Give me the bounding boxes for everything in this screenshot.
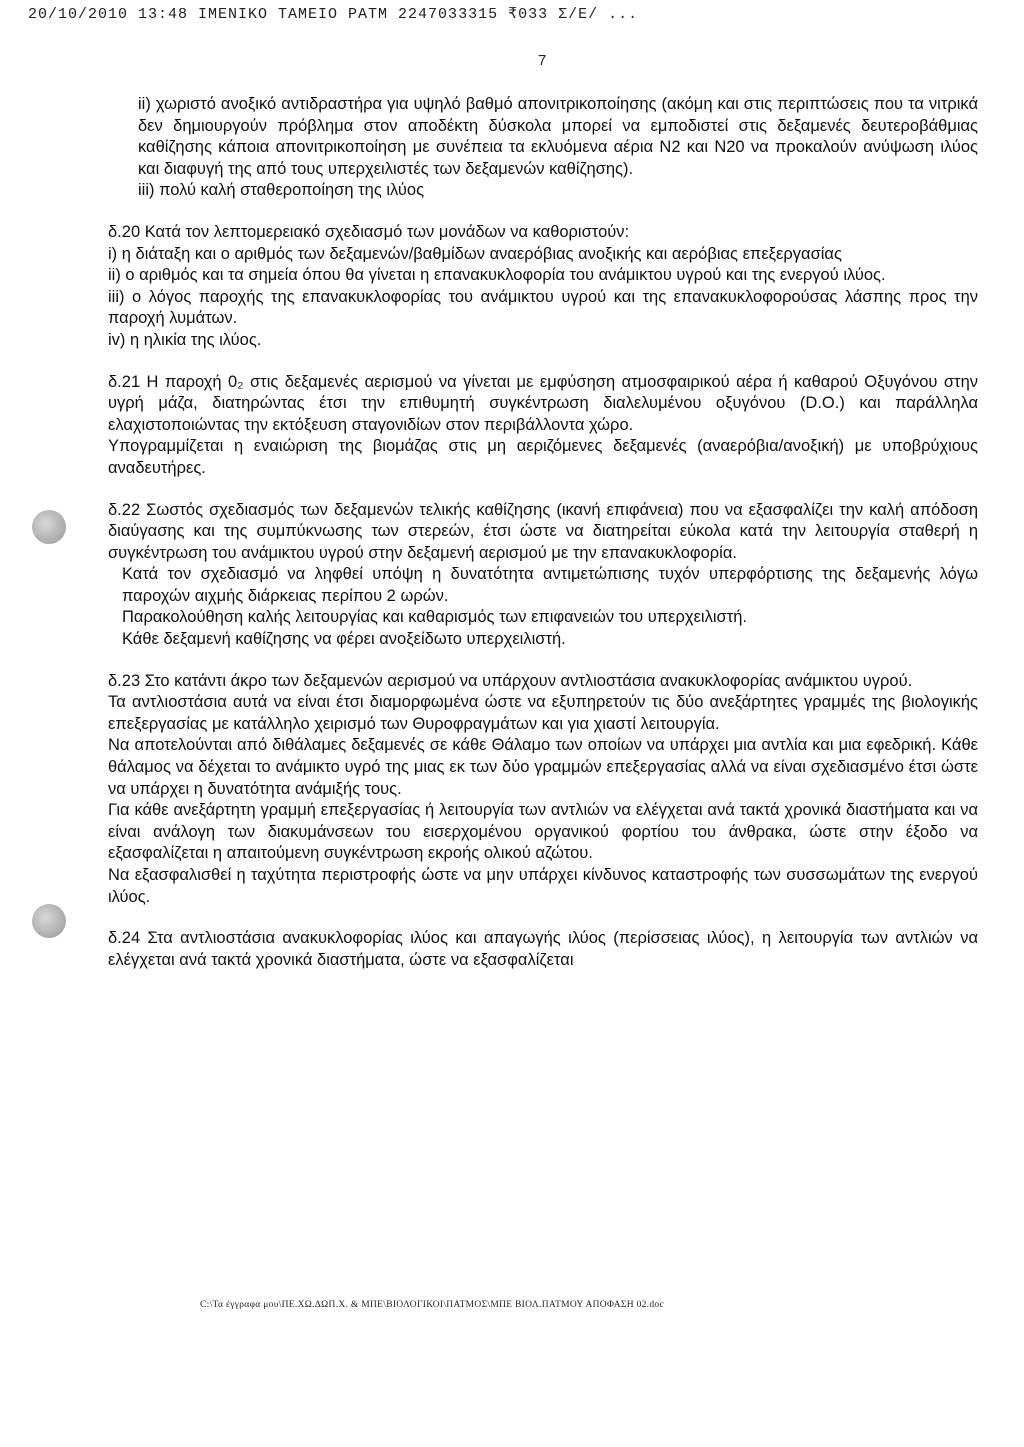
section-d23: δ.23 Στο κατάντι άκρο των δεξαμενών αερισμού να υπάρχουν αντλιοστάσια ανακυκλοφορίας ανάμικτου υγρού. (108, 671, 913, 690)
d20-item-ii: ii) ο αριθμός και τα σημεία όπου θα γίνεται η επανακυκλοφορία του ανάμικτου υγρού και της ενεργού ιλύος. (108, 266, 886, 285)
d22-design-overload: Κατά τον σχεδιασμό να ληφθεί υπόψη η δυνατότητα αντιμετώπισης τυχόν υπερφόρτισης της δεξαμενής λόγω παροχών αιχμής διάρκειας περίπου 2 ωρών. (122, 565, 978, 605)
d23-chambers: Να αποτελούνται από διθάλαμες δεξαμενές σε κάθε Θάλαμο των οποίων να υπάρχει μια αντλία και μια εφεδρική. Κάθε θάλαμος να δέχεται το ανάμικτο υγρό της μιας εκ των δύο γραμμών επεξεργασίας αλλά να είναι σχεδιασμένο έτσι ώστε να υπάρχει η δυνατότητα ανάμιξής τους. (108, 736, 978, 798)
d21-note-biomass: Υπογραμμίζεται η εναιώριση της βιομάζας στις μη αεριζόμενες δεξαμενές (αναερόβια/ανοξική) με υποβρύχιους αναδευτήρες. (108, 437, 978, 477)
d20-item-iii: iii) ο λόγος παροχής της επανακυκλοφορίας του ανάμικτου υγρού και της επανακυκλοφορούσας λάσπης προς την παροχή λυμάτων. (108, 287, 978, 328)
d23-rotation-speed: Να εξασφαλισθεί η ταχύτητα περιστροφής ώστε να μην υπάρχει κίνδυνος καταστροφής των συσσωμάτων της ενεργού ιλύος. (108, 866, 978, 906)
footer-file-path: C:\Τα έγγραφα μου\ΠΕ.ΧΩ.ΔΩΠ.Χ. & ΜΠΕ\ΒΙΟΛΟΓΙΚΟΙ\ΠΑΤΜΟΣ\ΜΠΕ ΒΙΟΛ.ΠΑΤΜΟΥ ΑΠΟΦΑΣΗ 02.doc (200, 1300, 664, 1310)
page-number: 7 (538, 52, 547, 69)
d20-item-iv: iv) η ηλικία της ιλύος. (108, 330, 262, 349)
d22-overflow: Κάθε δεξαμενή καθίζησης να φέρει ανοξείδωτο υπερχειλιστή. (122, 630, 566, 649)
d23-pumping-stations: Τα αντλιοστάσια αυτά να είναι έτσι διαμορφωμένα ώστε να εξυπηρετούν τις δύο ανεξάρτητες γραμμές της βιολογικής επεξεργασίας με κατάλληλο χειρισμό των Θυροφραγμάτων και για χιαστί λειτουργία. (108, 693, 978, 733)
d22-monitoring: Παρακολούθηση καλής λειτουργίας και καθαρισμός των επιφανειών του υπερχειλιστή. (122, 608, 747, 627)
document-body (108, 94, 978, 971)
paragraph-iii-sludge-stabilization: iii) πολύ καλή σταθεροποίηση της ιλύος (138, 181, 425, 200)
fax-header: 20/10/2010 13:48 ΙΜΕΝΙΚΟ ΤΑΜΕΙΟ ΡΑΤΜ 2247033315 ₹033 Σ/Ε/ ... (28, 6, 639, 23)
section-d21: δ.21 Η παροχή 0₂ στις δεξαμενές αερισμού να γίνεται με εμφύσηση ατμοσφαιρικού αέρα ή καθαρού Οξυγόνου στην υγρή μάζα, διατηρώντας έτσι την επιθυμητή συγκέντρωση διαλελυμένου οξυγόνου (D.O.) και παράλληλα ελαχιστοποιώντας την εκτόξευση σταγονιδίων στον περιβάλλοντα χώρο. (108, 372, 978, 434)
section-d20-heading: δ.20 Κατά τον λεπτομερειακό σχεδιασμό των μονάδων να καθοριστούν: (108, 222, 630, 241)
d23-pump-control: Για κάθε ανεξάρτητη γραμμή επεξεργασίας ή λειτουργία των αντλιών να ελέγχεται ανά τακτά χρονικά διαστήματα και να είναι ανάλογη των διακυμάνσεων του εισερχομένου οργανικού φορτίου του άνθρακα, ώστε στην έξοδο να εξασφαλίζεται η απαιτούμενη συγκέντρωση εκροής ολικού αζώτου. (108, 801, 978, 863)
punch-hole-top (32, 510, 66, 544)
section-d22: δ.22 Σωστός σχεδιασμός των δεξαμενών τελικής καθίζησης (ικανή επιφάνεια) που να εξασφαλίζει την καλή απόδοση διαύγασης και της συμπύκνωσης των στερεών, έτσι ώστε να διατηρείται εύκολα κατά την λειτουργία σταθερή η συγκέντρωση του ανάμικτου υγρού στην δεξαμενή αερισμού με την επανακυκλοφορία. (108, 500, 978, 562)
punch-hole-bottom (32, 904, 66, 938)
d20-item-i: i) η διάταξη και ο αριθμός των δεξαμενών/βαθμίδων αναερόβιας ανοξικής και αερόβιας επεξεργασίας (108, 244, 842, 263)
paragraph-ii-anoxic-reactor: ii) χωριστό ανοξικό αντιδραστήρα για υψηλό βαθμό απονιτρικοποίησης (ακόμη και στις περιπτώσεις που τα νιτρικά δεν δημιουργούν πρόβλημα στον αποδέκτη δύσκολα μπορεί να εμποδιστεί στις δεξαμενές δευτεροβάθμιας καθίζησης κάποια απονιτρικοποίηση με συνέπεια τα εκλυόμενα αέρια Ν2 και Ν20 να προκαλούν ανύψωση ιλύος και διαφυγή της από τους υπερχειλιστές των δεξαμενών καθίζησης). (138, 95, 978, 178)
section-d24: δ.24 Στα αντλιοστάσια ανακυκλοφορίας ιλύος και απαγωγής ιλύος (περίσσειας ιλύος), η λειτουργία των αντλιών να ελέγχεται ανά τακτά χρονικά διαστήματα, ώστε να εξασφαλίζεται (108, 929, 978, 969)
